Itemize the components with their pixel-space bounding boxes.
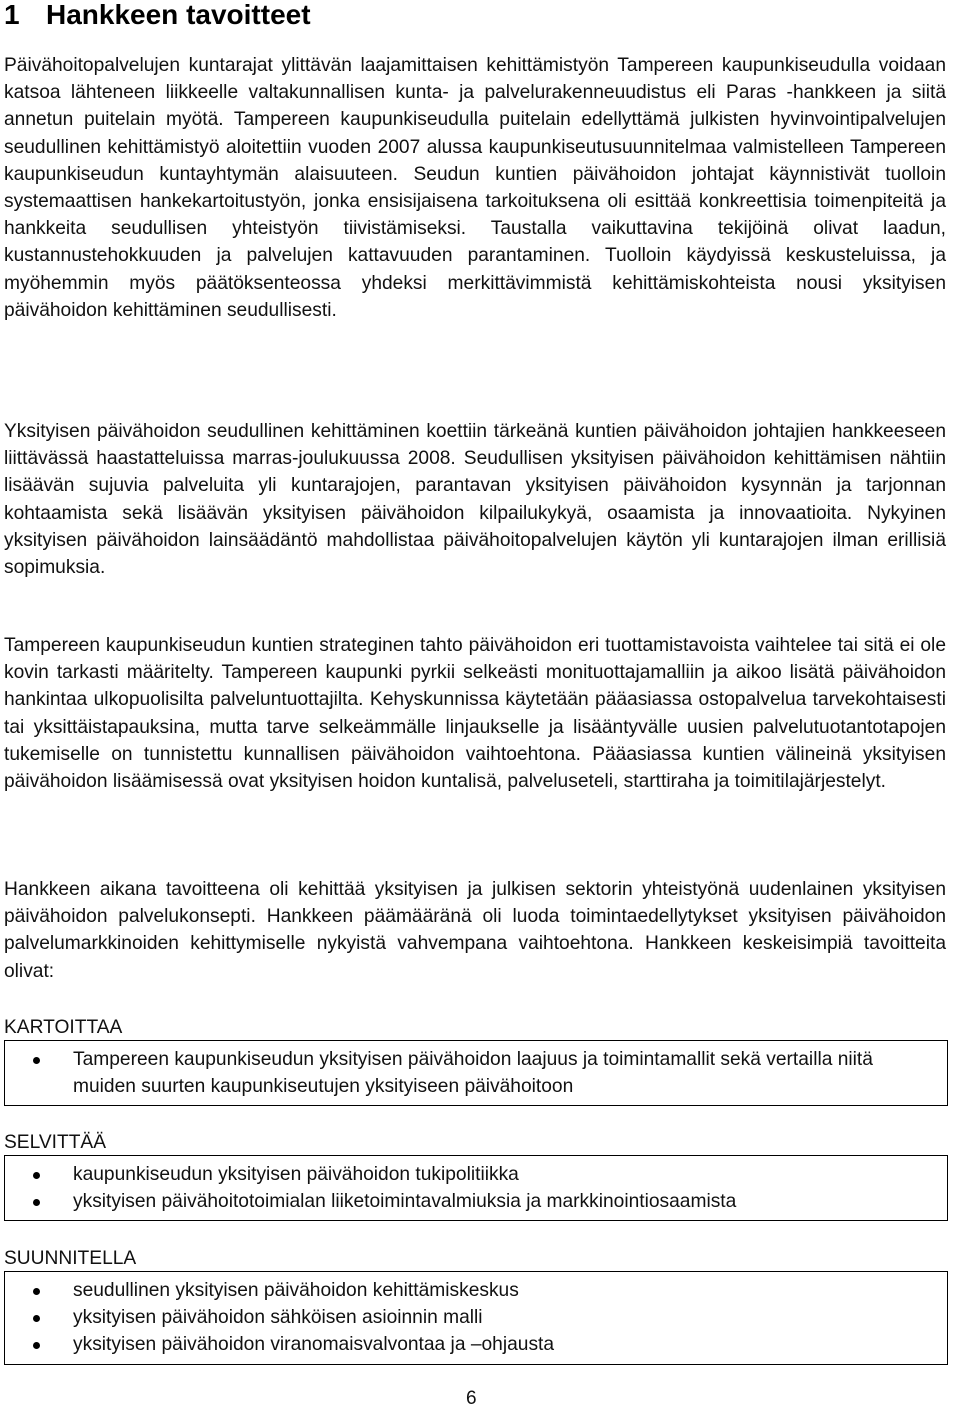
paragraph-3: Tampereen kaupunkiseudun kuntien strateginen tahto päivähoidon eri tuottamistavoista vaihtelee tai sitä ei ole kovin tarkasti määritelty. Tampereen kaupunki pyrkii selkeästi monituottajamalliin ja aikoo lisätä päivähoidon hankintaa ulkopuolisilta palveluntuottajilta. Kehyskunnissa käytetään pääasiassa ostopalvelua tarvekohtaisesti tai yksittäistapauksina, mutta tarve selkeämmälle linjaukselle ja lisääntyvälle uusien palvelutuotantotapojen tukemiselle on tunnistettu kunnallisen päivähoidon vaihtoehtona. Pääasiassa kuntien välineinä yksityisen päivähoidon lisäämisessä ovat yksityisen hoidon kuntalisä, palveluseteli, starttiraha ja toimitilajärjestelyt. bbox=[4, 635, 946, 793]
list-item: yksityisen päivähoidon viranomaisvalvontaa ja –ohjausta bbox=[5, 1331, 947, 1358]
goal-box-suunnitella bbox=[4, 1271, 948, 1365]
page-number: 6 bbox=[466, 1388, 477, 1409]
bullet-icon bbox=[33, 1315, 40, 1322]
list-item: yksityisen päivähoitotoimialan liiketoimintavalmiuksia ja markkinointiosaamista bbox=[5, 1188, 947, 1215]
goal-box-kartoittaa bbox=[4, 1040, 948, 1106]
heading-number: 1 bbox=[4, 0, 20, 30]
bullet-icon bbox=[33, 1199, 40, 1206]
paragraph-4: Hankkeen aikana tavoitteena oli kehittää yksityisen ja julkisen sektorin yhteistyönä uudenlainen yksityisen päivähoidon palvelukonsepti. Hankkeen päämääränä oli luoda toimintaedellytykset yksityisen päivähoidon palvelumarkkinoiden kehittymiselle nykyistä vahvempana vaihtoehtona. Hankkeen keskeisimpiä tavoitteita olivat: bbox=[4, 879, 946, 982]
list-item: kaupunkiseudun yksityisen päivähoidon tukipolitiikka bbox=[5, 1161, 947, 1188]
bullet-icon bbox=[33, 1288, 40, 1295]
section-heading bbox=[4, 0, 311, 30]
section-title-kartoittaa: KARTOITTAA bbox=[4, 1017, 123, 1038]
list-item: seudullinen yksityisen päivähoidon kehittämiskeskus bbox=[5, 1277, 947, 1304]
bullet-icon bbox=[33, 1057, 40, 1064]
section-title-selvittaa: SELVITTÄÄ bbox=[4, 1132, 107, 1153]
goal-box-selvittaa bbox=[4, 1155, 948, 1221]
heading-title: Hankkeen tavoitteet bbox=[46, 0, 311, 30]
paragraph-1: Päivähoitopalvelujen kuntarajat ylittävän laajamittaisen kehittämistyön Tampereen kaupunkiseudulla voidaan katsoa lähteneen liikkeelle valtakunnallisen kunta- ja palvelurakenneuudistus eli Paras -hankkeen ja siitä annetun puitelain myötä. Tampereen kaupunkiseudulla puitelain edellyttämä julkisten hyvinvointipalvelujen seudullinen kehittämistyö aloitettiin vuoden 2007 alussa kaupunkiseutusuunnitelmaa valmistelleen Tampereen kaupunkiseudun kuntayhtymän alaisuuteen. Seudun kuntien päivähoidon johtajat käynnistivät tuolloin systemaattisen hankekartoitustyön, jonka ensisijaisena tarkoituksena oli esittää konkreettisia toimenpiteitä ja hankkeita seudullisen yhteistyön tiivistämiseksi. Taustalla vaikuttavina tekijöinä olivat laadun, kustannustehokkuuden ja palvelujen kattavuuden parantaminen. Tuolloin käydyissä keskusteluissa, ja myöhemmin myös päätöksenteossa yhdeksi merkittävimmistä kehittämiskohteista nousi yksityisen päivähoidon kehittäminen seudullisesti. bbox=[4, 55, 946, 321]
paragraph-2: Yksityisen päivähoidon seudullinen kehittäminen koettiin tärkeänä kuntien päivähoidon johtajien hankkeeseen liittävässä haastatteluissa marras-joulukuussa 2008. Seudullisen yksityisen päivähoidon kehittämisen nähtiin lisäävän sujuvia palveluita yli kuntarajojen, parantavan yksityisen päivähoidon kysynnän ja tarjonnan kohtaamista sekä lisäävän yksityisen päivähoidon kilpailukykyä, osaamista ja innovaatioita. Nykyinen yksityisen päivähoidon lainsäädäntö mahdollistaa päivähoitopalvelujen käytön yli kuntarajojen ilman erillisiä sopimuksia. bbox=[4, 421, 946, 579]
bullet-icon bbox=[33, 1172, 40, 1179]
bullet-icon bbox=[33, 1342, 40, 1349]
list-item: Tampereen kaupunkiseudun yksityisen päivähoidon laajuus ja toimintamallit sekä vertailla niitä muiden suurten kaupunkiseutujen yksityiseen päivähoitoon bbox=[5, 1046, 947, 1100]
section-title-suunnitella: SUUNNITELLA bbox=[4, 1248, 137, 1269]
list-item: yksityisen päivähoidon sähköisen asioinnin malli bbox=[5, 1304, 947, 1331]
